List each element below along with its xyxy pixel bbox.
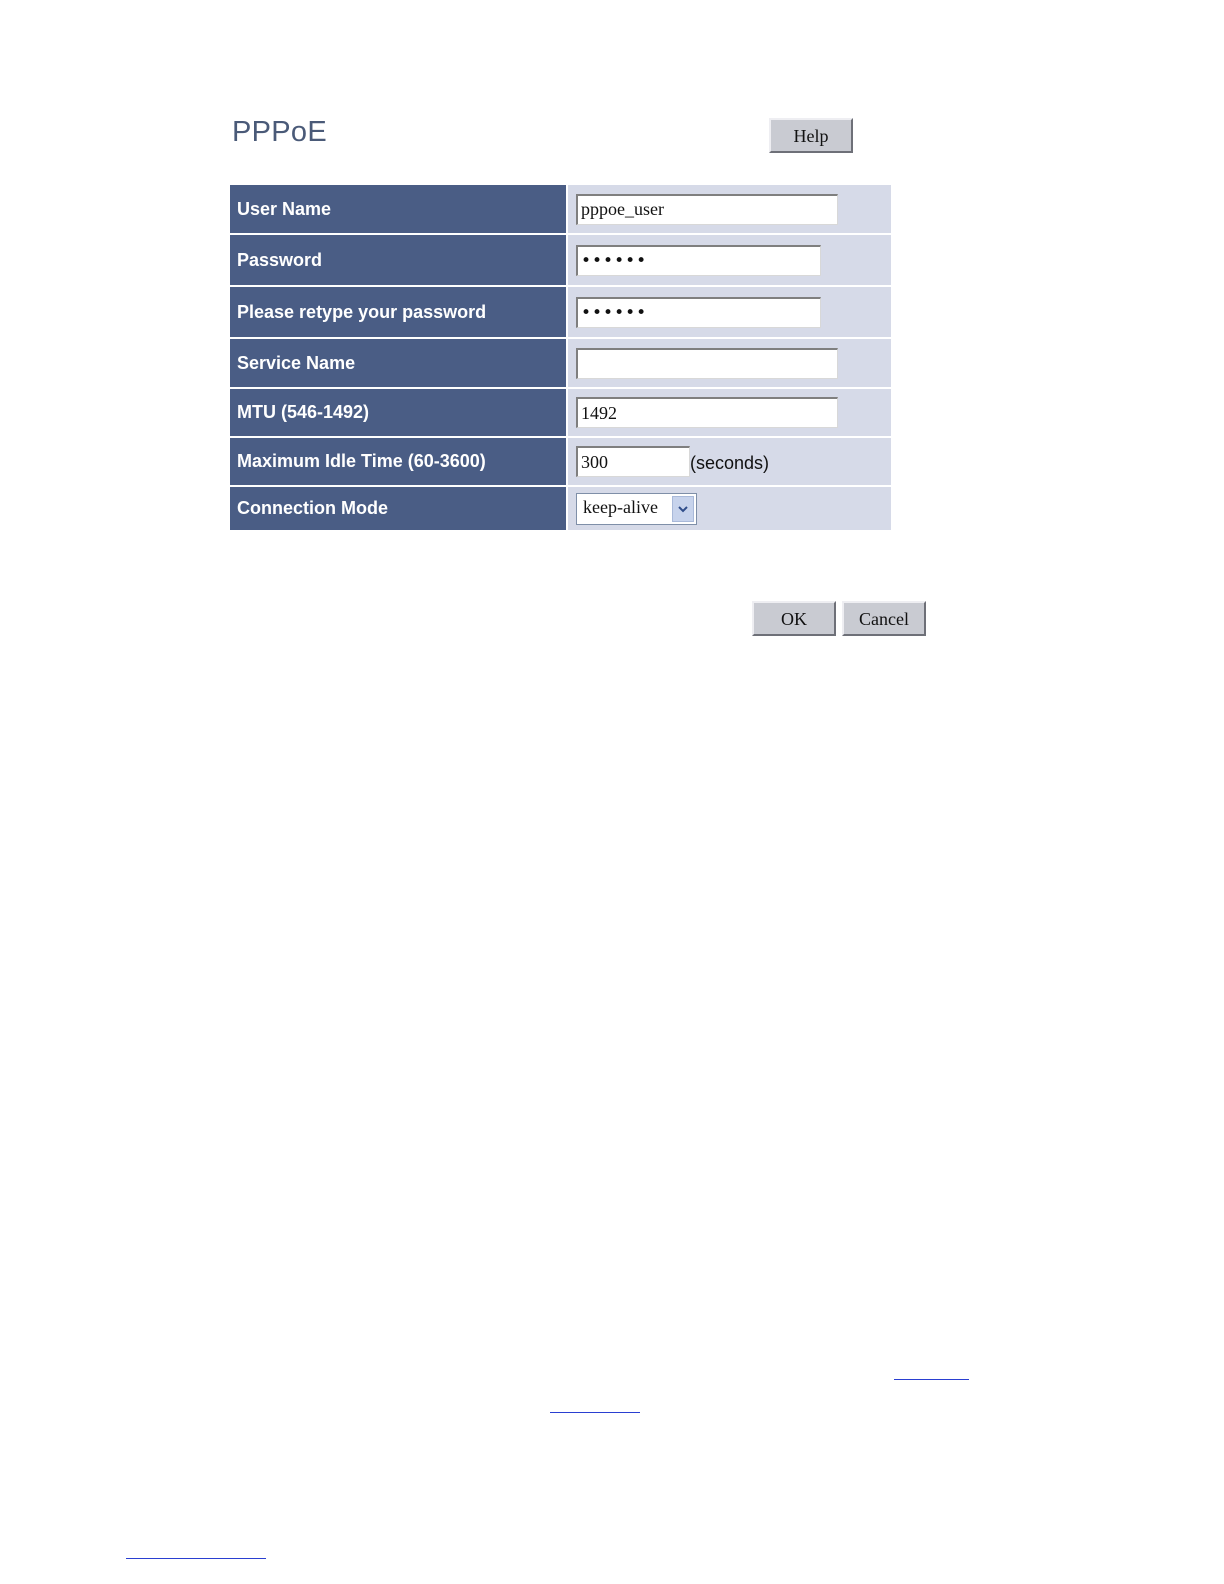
table-row xyxy=(230,486,891,530)
max-idle-time-input[interactable] xyxy=(576,446,690,477)
ok-button[interactable]: OK xyxy=(752,601,836,636)
mtu-cell xyxy=(567,388,891,437)
service-name-cell xyxy=(567,338,891,388)
user-name-label: User Name xyxy=(230,185,567,234)
table-row xyxy=(230,338,891,388)
cancel-button[interactable]: Cancel xyxy=(842,601,926,636)
password-label: Password xyxy=(230,234,567,286)
user-name-cell xyxy=(567,185,891,234)
connection-mode-cell xyxy=(567,486,891,530)
service-name-input[interactable] xyxy=(576,348,838,379)
seconds-unit-label: (seconds) xyxy=(690,453,770,473)
chevron-down-icon[interactable] xyxy=(672,496,694,522)
pppoe-settings-table xyxy=(230,185,891,530)
table-row xyxy=(230,388,891,437)
mtu-label: MTU (546-1492) xyxy=(230,388,567,437)
connection-mode-value: keep-alive xyxy=(583,496,658,517)
max-idle-time-cell xyxy=(567,437,891,486)
retype-password-cell xyxy=(567,286,891,338)
help-button[interactable]: Help xyxy=(769,118,853,153)
retype-password-label: Please retype your password xyxy=(230,286,567,338)
max-idle-time-label: Maximum Idle Time (60-3600) xyxy=(230,437,567,486)
table-row xyxy=(230,234,891,286)
table-row xyxy=(230,286,891,338)
connection-mode-label: Connection Mode xyxy=(230,486,567,530)
retype-password-input[interactable] xyxy=(576,297,821,328)
table-row xyxy=(230,437,891,486)
link-underline[interactable] xyxy=(126,1558,266,1559)
connection-mode-select[interactable] xyxy=(576,493,697,525)
password-input[interactable] xyxy=(576,245,821,276)
service-name-label: Service Name xyxy=(230,338,567,388)
password-cell xyxy=(567,234,891,286)
link-underline[interactable] xyxy=(550,1412,640,1413)
user-name-input[interactable] xyxy=(576,194,838,225)
page-title: PPPoE xyxy=(232,116,327,148)
table-row xyxy=(230,185,891,234)
link-underline[interactable] xyxy=(894,1379,969,1380)
mtu-input[interactable] xyxy=(576,397,838,428)
